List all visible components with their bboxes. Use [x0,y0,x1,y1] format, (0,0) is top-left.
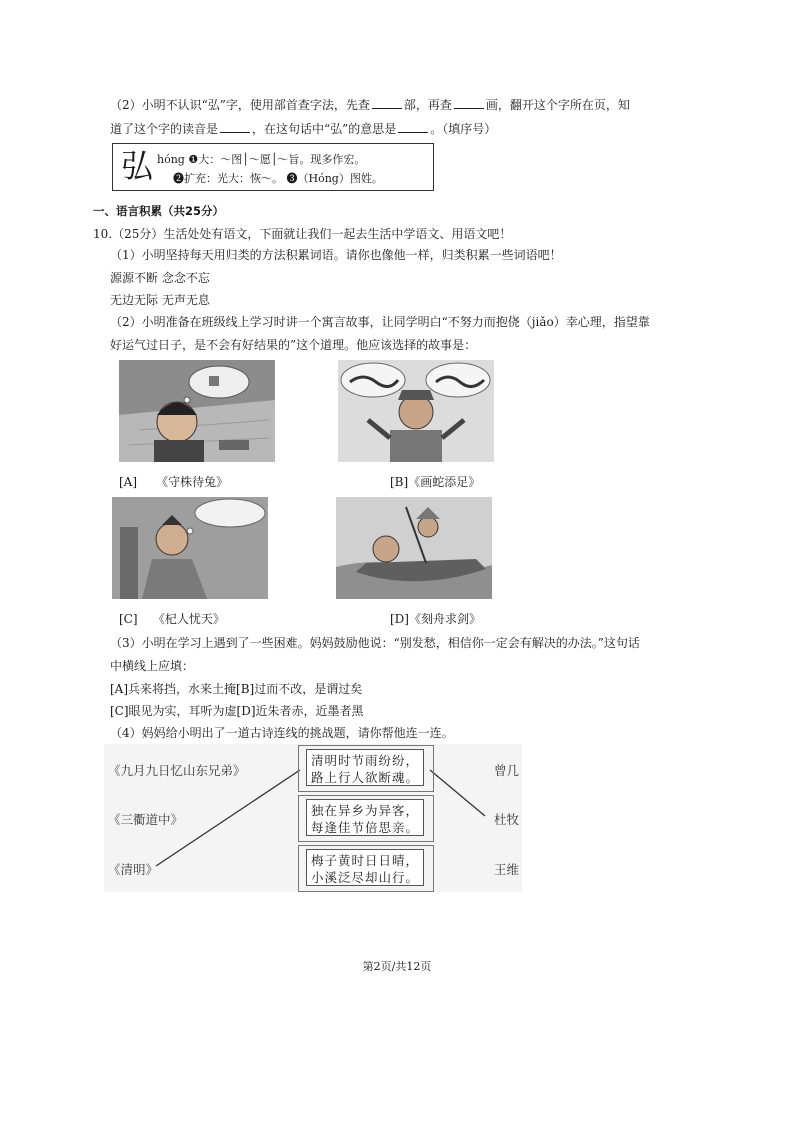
story-a-caption[interactable]: [A] 《守株待兔》 [119,475,229,489]
words-row-2: 无边无际 无声无息 [110,293,210,307]
question-10-3-line-1: （3）小明在学习上遇到了一些困难。妈妈鼓励他说：“别发愁，相信你一定会有解决的办法。”这句话 [110,636,640,650]
poem-title-3[interactable]: 《清明》 [108,862,159,877]
poet-2[interactable]: 杜牧 [494,812,520,827]
match-line-dumu [430,770,485,816]
words-row-1: 源源不断 念念不忘 [110,271,210,285]
q2-line-1: （2）小明不认识“弘”字，使用部首查字法，先查 部，再查 画，翻开这个字所在页，知 [110,98,630,112]
question-10-3-line-2: 中横线上应填： [110,659,195,673]
poem-title-2[interactable]: 《三衢道中》 [108,812,184,827]
story-d-caption[interactable]: [D]《刻舟求剑》 [390,612,481,626]
options-row-2[interactable]: [C]眼见为实，耳听为虚[D]近朱者赤，近墨者黑 [110,704,364,718]
q2-line-2: 道了这个字的读音是 ，在这句话中“弘”的意思是 。（填序号） [110,122,497,136]
dictionary-line-2: ❷扩充：光大：恢～。 ❸（Hóng）图姓。 [173,172,383,185]
dictionary-character: 弘 [121,147,154,185]
section-title: 一、语言积累（共25分） [93,204,225,218]
question-10-intro: 10.（25分）生活处处有语文，下面就让我们一起去生活中学语文、用语文吧！ [93,227,512,241]
question-10-2-line-2: 好运气过日子，是不会有好结果的”这个道理。他应该选择的故事是： [110,338,477,352]
poem-box-3[interactable]: 梅子黄时日日晴， 小溪泛尽却山行。 [306,849,424,886]
question-10-4: （4）妈妈给小明出了一道古诗连线的挑战题，请你帮他连一连。 [110,726,454,740]
poet-1[interactable]: 曾几 [494,763,520,778]
question-10-2-line-1: （2）小明准备在班级线上学习时讲一个寓言故事，让同学明白“不努力而抱侥（jiǎo）幸心理，指望靠 [110,315,650,329]
options-row-1[interactable]: [A]兵来将挡，水来土掩[B]过而不改，是谓过矣 [110,682,363,696]
poem-box-1[interactable]: 清明时节雨纷纷， 路上行人欲断魂。 [306,749,424,786]
page-footer: 第2页/共12页 [362,960,432,973]
story-c-caption[interactable]: [C] 《杞人忧天》 [119,612,225,626]
dictionary-line-1: hóng ❶大：～图│～愿│～旨。现多作宏。 [157,153,366,166]
poem-title-1[interactable]: 《九月九日忆山东兄弟》 [108,763,246,778]
question-10-1: （1）小明坚持每天用归类的方法积累词语。请你也像他一样，归类积累一些词语吧！ [110,248,562,262]
poet-3[interactable]: 王维 [494,862,520,877]
poem-box-2[interactable]: 独在异乡为异客， 每逢佳节倍思亲。 [306,799,424,836]
story-b-caption[interactable]: [B]《画蛇添足》 [390,475,481,489]
